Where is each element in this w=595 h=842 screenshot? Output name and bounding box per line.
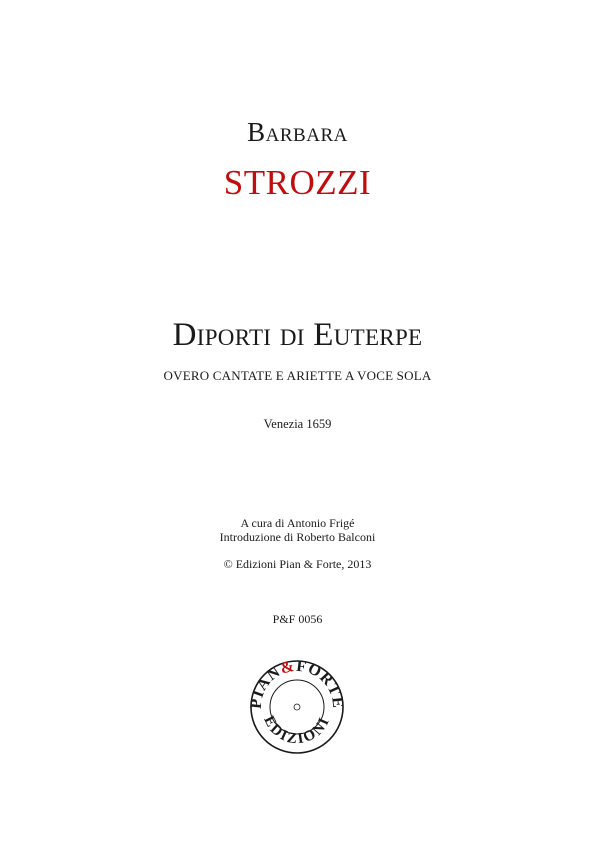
copyright-notice: © Edizioni Pian & Forte, 2013 [223, 557, 372, 571]
imprint-place-year: Venezia 1659 [263, 417, 332, 431]
seal-center-dot [294, 704, 300, 710]
composer-last-name: STROZZI [223, 163, 372, 202]
work-title: Diporti di Euterpe [172, 317, 423, 353]
seal-lower-text: EDIZIONI [260, 713, 334, 748]
composer-first-name: Barbara [247, 117, 348, 147]
introduction-credit: Introduzione di Roberto Balconi [219, 530, 376, 544]
publisher-seal-logo [249, 659, 345, 755]
catalog-number: P&F 0056 [272, 612, 323, 626]
publisher-seal-svg [249, 659, 345, 755]
work-subtitle: OVERO CANTATE E ARIETTE A VOCE SOLA [163, 368, 432, 383]
seal-upper-text: PIAN&FORTE [249, 659, 345, 710]
editor-credit: A cura di Antonio Frigé [240, 516, 355, 530]
